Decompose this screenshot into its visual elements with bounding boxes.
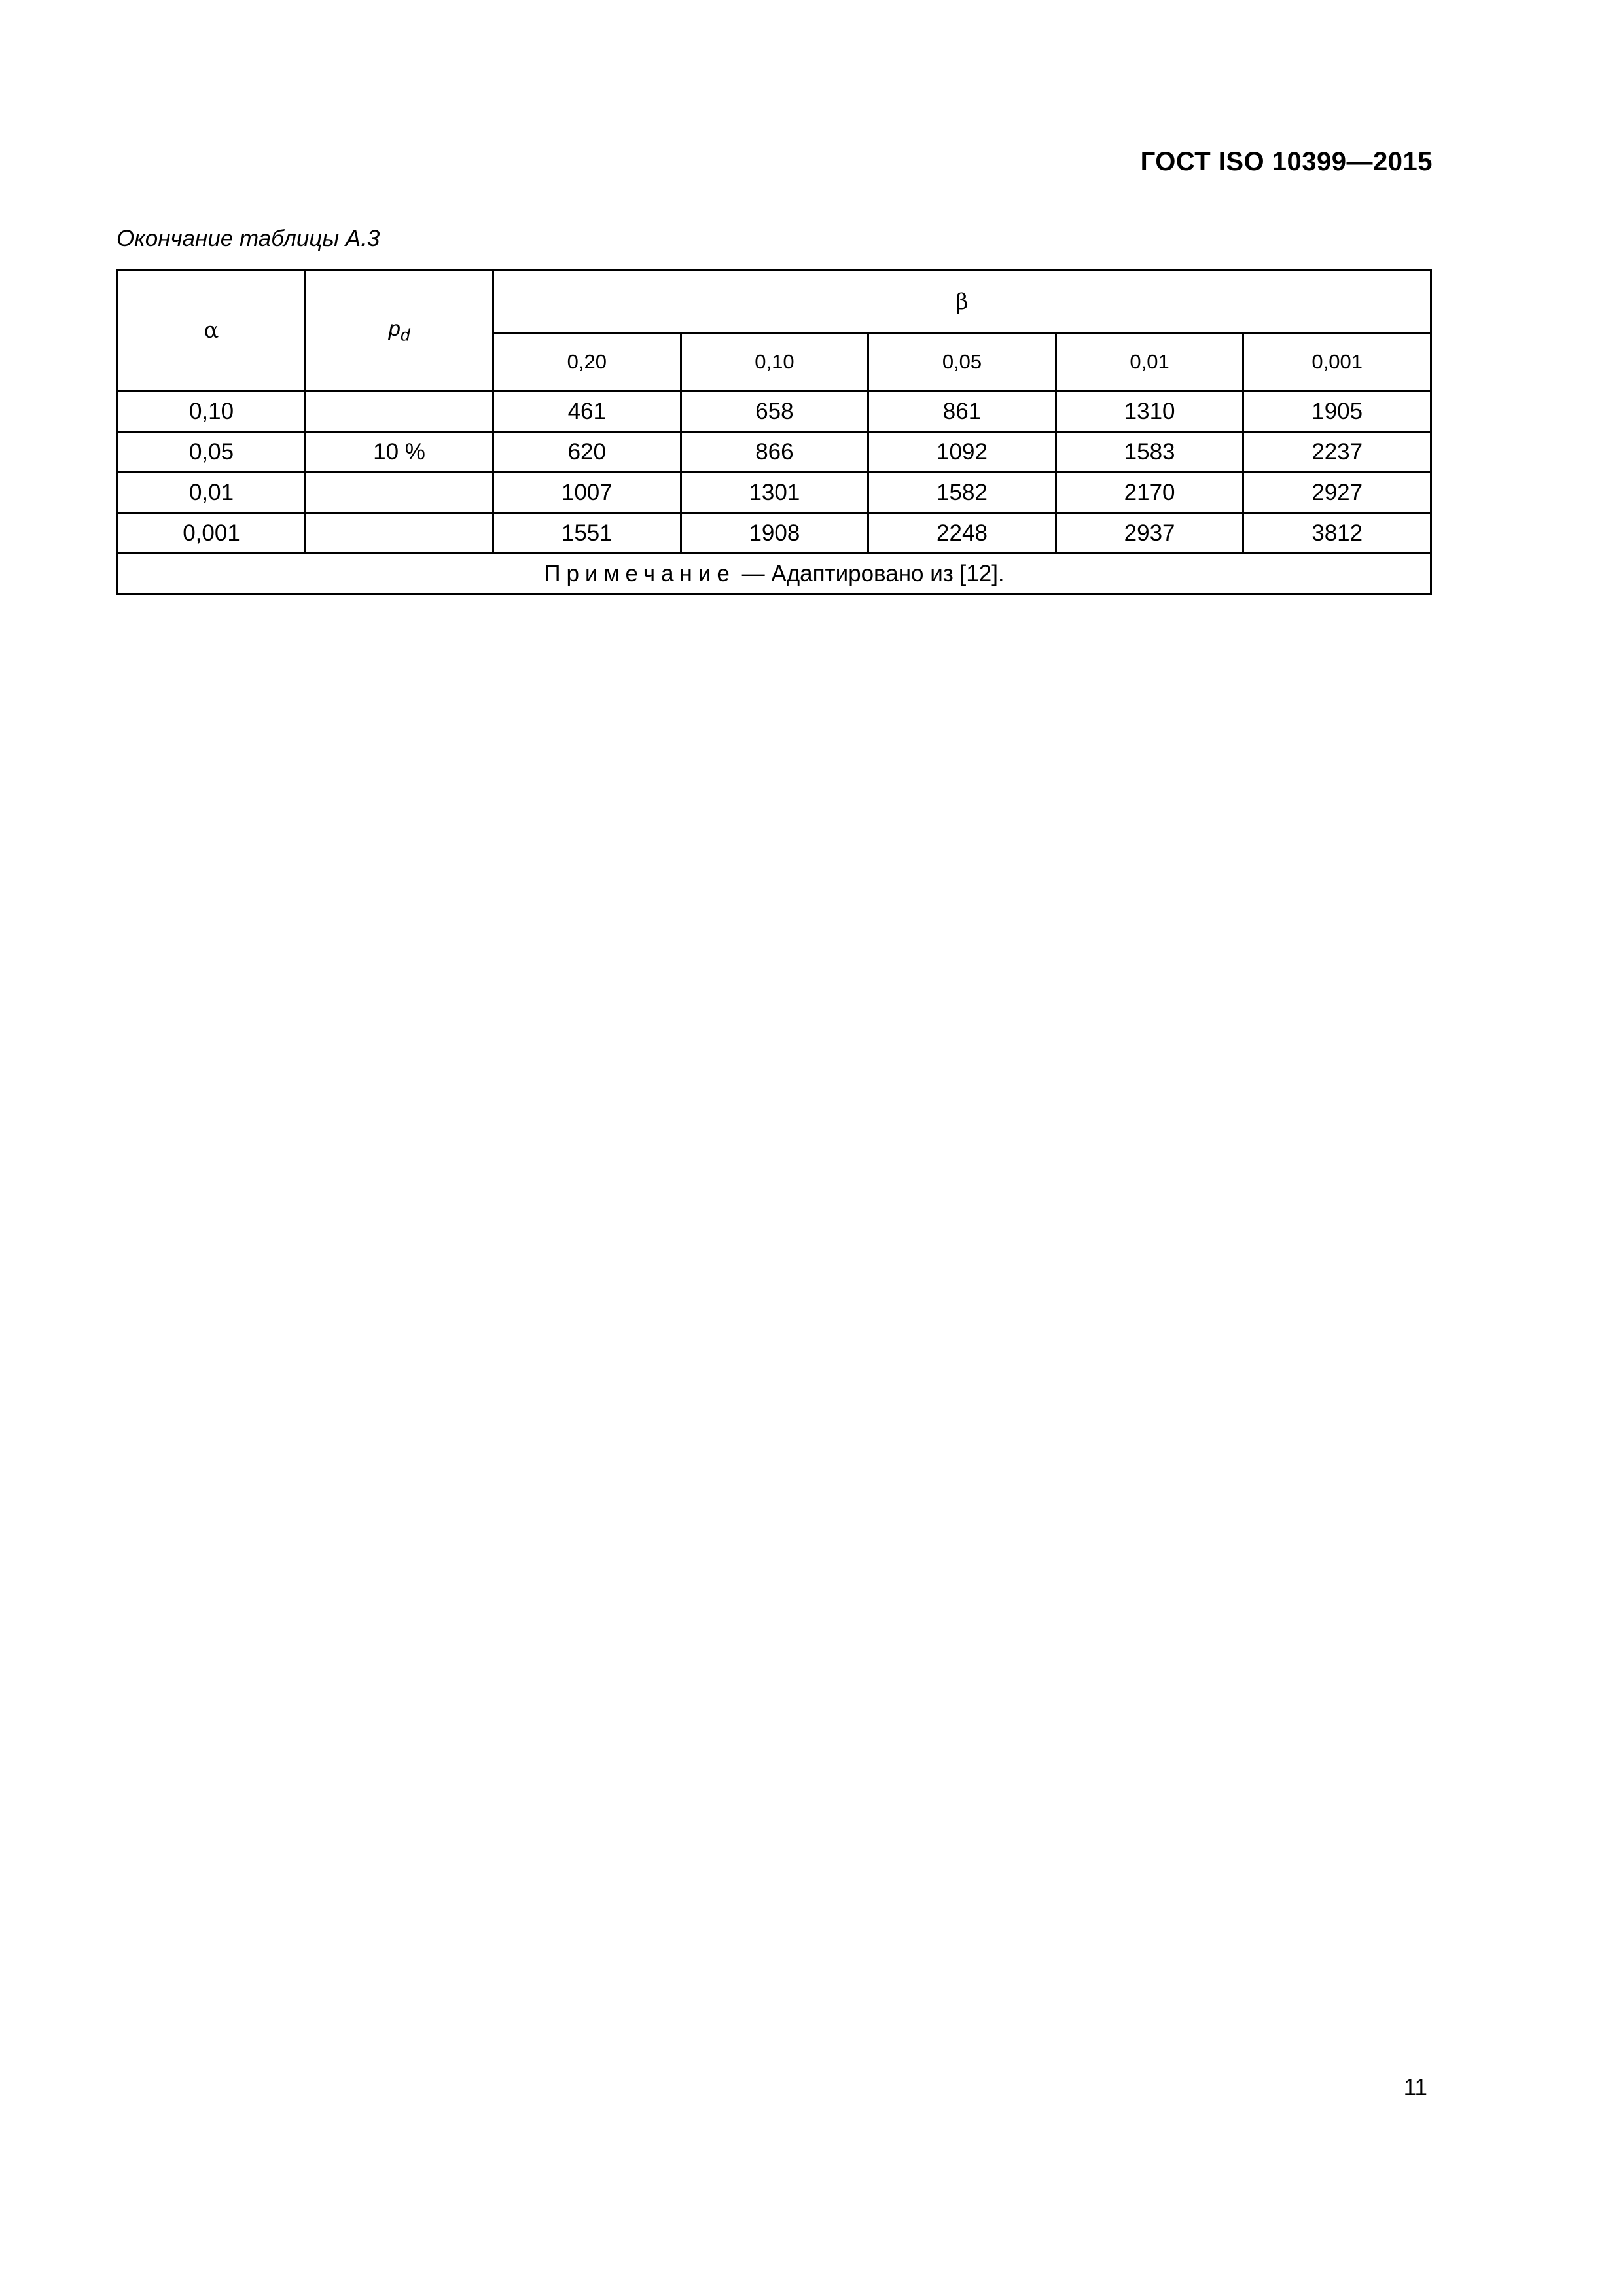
table-row [118,432,1431,473]
header-alpha: α [118,270,306,391]
value-cell: 1582 [868,473,1056,513]
value-cell: 1310 [1056,391,1243,432]
pd-cell [306,473,493,513]
value-cell: 1905 [1243,391,1431,432]
value-cell: 2248 [868,513,1056,554]
data-table [116,269,1432,595]
beta-value-cell: 0,01 [1056,333,1243,391]
pd-cell: 10 % [306,432,493,473]
value-cell: 1007 [493,473,681,513]
value-cell: 2170 [1056,473,1243,513]
header-pd [306,270,493,391]
pd-cell [306,391,493,432]
value-cell: 461 [493,391,681,432]
beta-value-cell: 0,20 [493,333,681,391]
value-cell: 3812 [1243,513,1431,554]
note-cell [118,554,1431,594]
header-beta: β [493,270,1431,333]
note-text: — Адаптировано из [12]. [735,560,1005,586]
value-cell: 861 [868,391,1056,432]
value-cell: 1551 [493,513,681,554]
table-row [118,473,1431,513]
value-cell: 1301 [681,473,868,513]
value-cell: 620 [493,432,681,473]
beta-value-cell: 0,05 [868,333,1056,391]
header-pd-sub: d [400,325,410,345]
document-id: ГОСТ ISO 10399—2015 [1140,147,1433,176]
value-cell: 1092 [868,432,1056,473]
table-row [118,391,1431,432]
alpha-cell: 0,05 [118,432,306,473]
beta-value-cell: 0,10 [681,333,868,391]
value-cell: 658 [681,391,868,432]
table-row [118,513,1431,554]
value-cell: 2927 [1243,473,1431,513]
value-cell: 1908 [681,513,868,554]
alpha-cell: 0,10 [118,391,306,432]
value-cell: 2937 [1056,513,1243,554]
alpha-cell: 0,001 [118,513,306,554]
value-cell: 866 [681,432,868,473]
value-cell: 2237 [1243,432,1431,473]
pd-cell [306,513,493,554]
note-row [118,554,1431,594]
note-label: Примечание [544,560,736,586]
beta-value-cell: 0,001 [1243,333,1431,391]
header-row-top [118,270,1431,333]
page-number: 11 [1403,2075,1427,2100]
alpha-cell: 0,01 [118,473,306,513]
value-cell: 1583 [1056,432,1243,473]
header-pd-main: p [388,315,401,340]
table-caption: Окончание таблицы А.3 [116,226,380,251]
